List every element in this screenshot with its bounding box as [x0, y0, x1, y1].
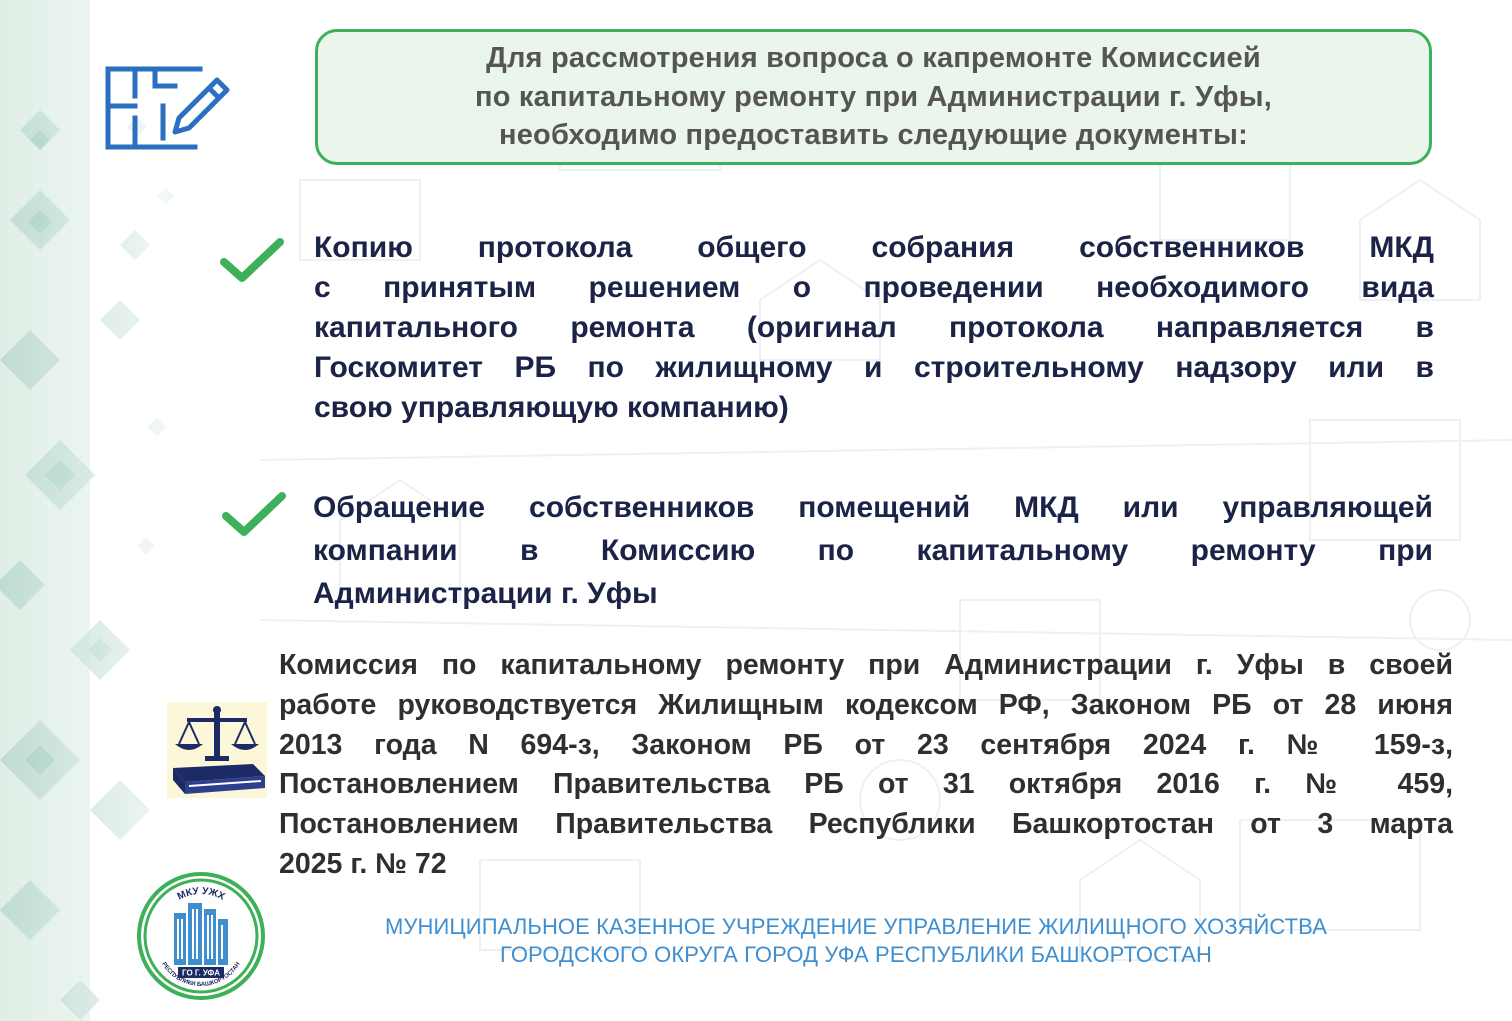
logo-middle-text: ГО Г. УФА	[182, 968, 220, 978]
document-item-appeal	[313, 486, 1433, 615]
law-line: Постановлением Правительства Республики Башкортостан от 3 марта	[279, 808, 1453, 841]
footer-line: МУНИЦИПАЛЬНОЕ КАЗЕННОЕ УЧРЕЖДЕНИЕ УПРАВЛЕНИЕ ЖИЛИЩНОГО ХОЗЯЙСТВА	[385, 914, 1327, 939]
law-line: 2013 года N 694-з, Законом РБ от 23 сентября 2024 г. № 159-з,	[279, 728, 1453, 761]
item-line: компании в Комиссию по капитальному ремонту при	[313, 534, 1433, 567]
item-line: Администрации г. Уфы	[313, 577, 658, 610]
item-line: свою управляющую компанию)	[314, 391, 789, 424]
footer-line: ГОРОДСКОГО ОКРУГА ГОРОД УФА РЕСПУБЛИКИ БАШКОРТОСТАН	[500, 942, 1212, 967]
legal-basis-paragraph	[279, 646, 1453, 885]
law-line: Комиссия по капитальному ремонту при Администрации г. Уфы в своей	[279, 649, 1453, 681]
left-ornament	[0, 0, 230, 1021]
blueprint-edit-icon	[105, 66, 230, 150]
footer-organization-name	[330, 913, 1382, 969]
item-line: капитального ремонта (оригинал протокола направляется в	[314, 311, 1434, 344]
item-line: Обращение собственников помещений МКД или управляющей	[313, 491, 1433, 524]
law-line: 2025 г. № 72	[279, 847, 447, 880]
law-line: работе руководствуется Жилищным кодексом РФ, Законом РБ от 28 июня	[279, 688, 1453, 721]
header-line: по капитальному ремонту при Администрации г. Уфы,	[475, 80, 1272, 113]
organization-logo	[134, 869, 268, 1003]
checkmark-icon	[222, 492, 286, 538]
item-line: Копию протокола общего собрания собственников МКД	[314, 231, 1434, 264]
document-item-protocol	[314, 228, 1434, 428]
logo-bottom-text: РЕСПУБЛИКИ БАШКОРТОСТАН	[160, 961, 242, 989]
header-box	[315, 29, 1432, 165]
header-line: Для рассмотрения вопроса о капремонте Комиссией	[486, 42, 1261, 75]
item-line: с принятым решением о проведении необходимого вида	[314, 271, 1434, 304]
scales-of-justice-icon	[167, 702, 267, 798]
checkmark-icon	[220, 238, 284, 284]
law-line: Постановлением Правительства РБ от 31 октября 2016 г. № 459,	[279, 768, 1453, 801]
logo-top-text: МКУ УЖХ	[175, 885, 227, 903]
item-line: Госкомитет РБ по жилищному и строительному надзору или в	[314, 351, 1434, 384]
header-line: необходимо предоставить следующие документы:	[498, 119, 1248, 152]
